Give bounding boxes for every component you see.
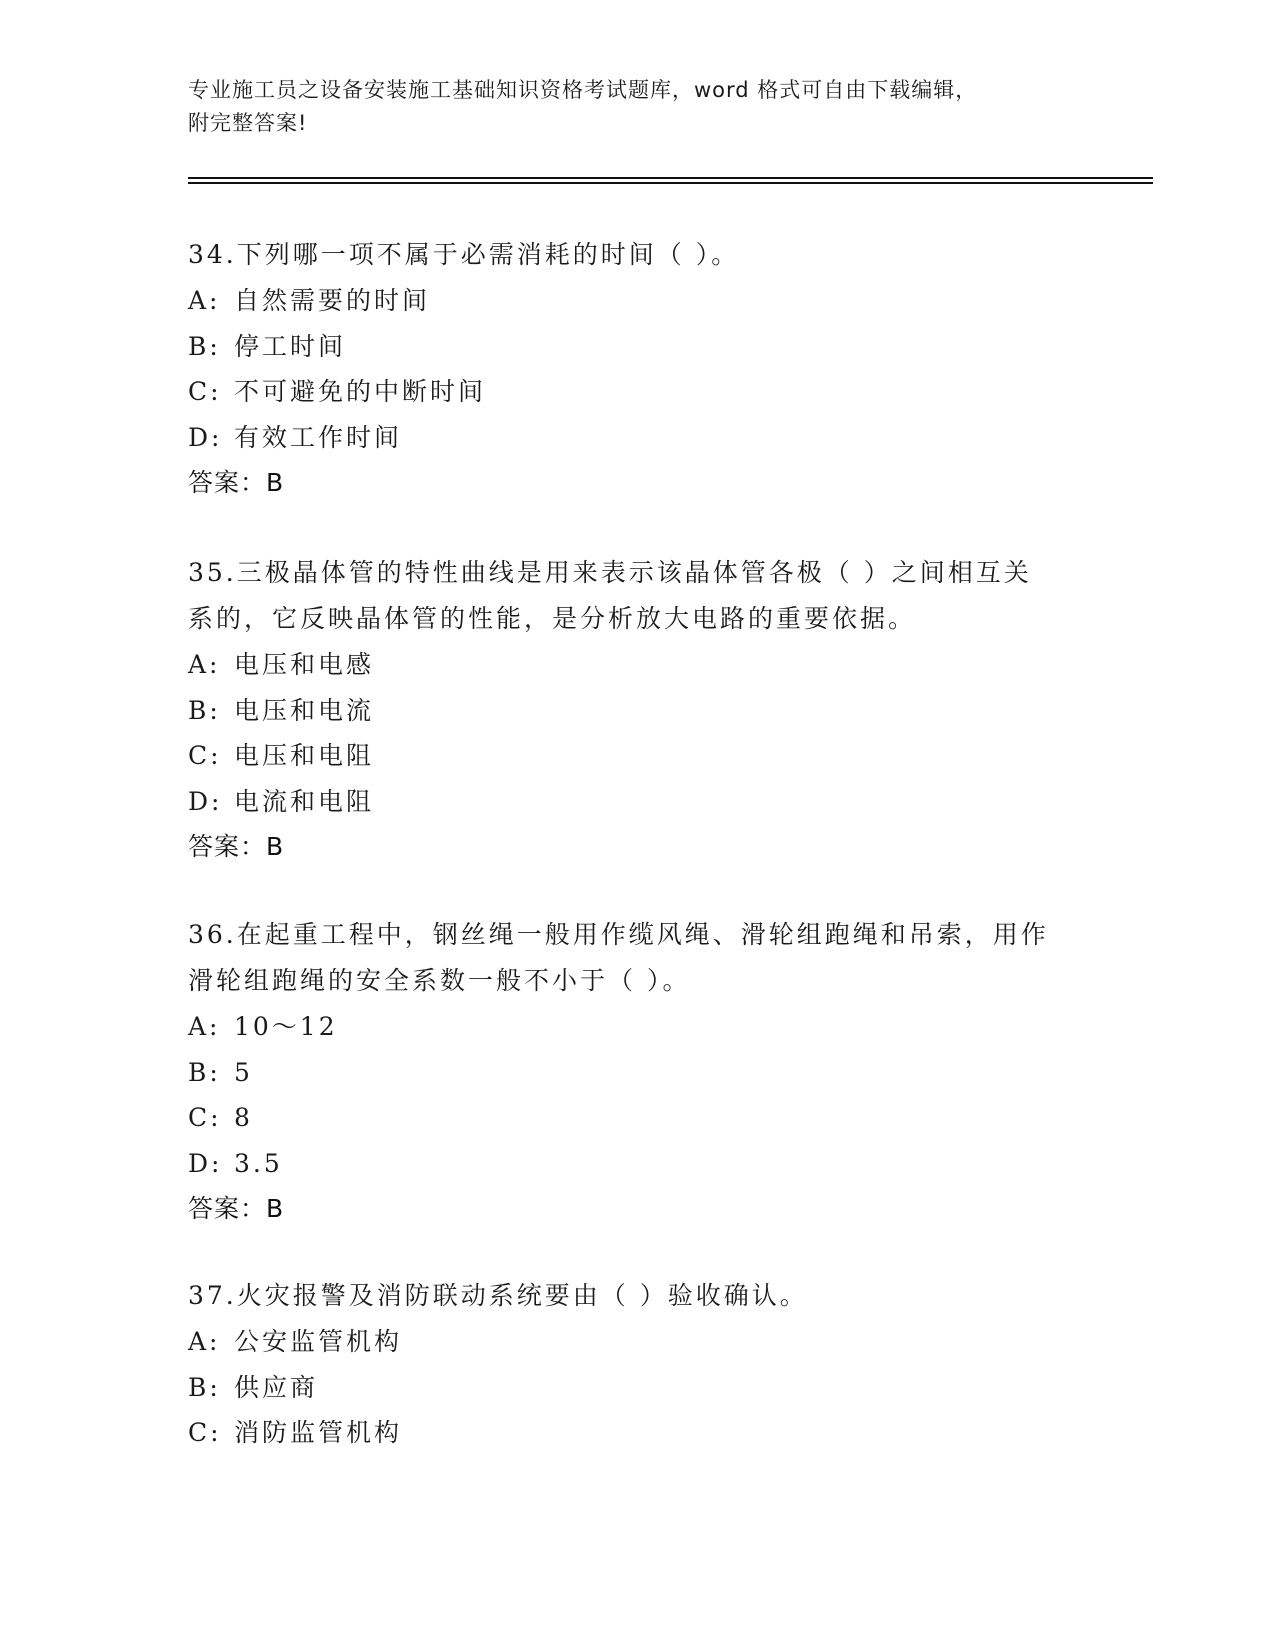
- option-text: 电流和电阻: [234, 786, 375, 816]
- question-35: [188, 550, 1088, 869]
- question-34: [188, 232, 1088, 505]
- option-c: [188, 1410, 1088, 1456]
- option-text: 电压和电流: [234, 695, 375, 725]
- option-text: 停工时间: [234, 331, 347, 361]
- header-divider-bottom: [188, 182, 1153, 184]
- option-b: [188, 688, 1088, 734]
- option-a: [188, 278, 1088, 324]
- option-key: C:: [188, 1103, 222, 1132]
- option-key: D:: [188, 422, 223, 452]
- option-b: [188, 1050, 1088, 1096]
- answer-line: 答案：B: [188, 468, 285, 497]
- option-c: [188, 369, 1088, 415]
- option-text: 3.5: [234, 1148, 283, 1178]
- option-d: [188, 779, 1088, 825]
- question-stem-line-1: 36.在起重工程中，钢丝绳一般用作缆风绳、滑轮组跑绳和吊索，用作: [188, 920, 1049, 949]
- option-text: 电压和电阻: [234, 741, 375, 770]
- option-text: 电压和电感: [234, 650, 375, 679]
- option-key: B:: [188, 1057, 221, 1087]
- option-d: [188, 415, 1088, 461]
- option-key: C:: [188, 741, 222, 770]
- option-key: B:: [188, 1372, 221, 1402]
- answer-line: 答案：B: [188, 832, 285, 861]
- option-text: 5: [234, 1057, 253, 1087]
- option-text: 供应商: [234, 1372, 319, 1402]
- option-key: A:: [188, 650, 221, 679]
- option-b: [188, 324, 1088, 370]
- question-36: [188, 912, 1088, 1231]
- option-c: [188, 1095, 1088, 1141]
- question-stem: 37.火灾报警及消防联动系统要由（ ）验收确认。: [188, 1281, 808, 1310]
- option-text: 自然需要的时间: [234, 286, 431, 315]
- option-key: B:: [188, 331, 221, 361]
- question-stem-line-2: 系的，它反映晶体管的性能，是分析放大电路的重要依据。: [188, 604, 917, 633]
- option-a: [188, 1319, 1088, 1365]
- question-stem: 34.下列哪一项不属于必需消耗的时间（ ）。: [188, 240, 740, 269]
- header-divider-top: [188, 177, 1153, 179]
- option-text: 不可避免的中断时间: [234, 377, 487, 406]
- option-a: [188, 642, 1088, 688]
- header-line-1: 专业施工员之设备安装施工基础知识资格考试题库，word 格式可自由下载编辑，: [188, 78, 978, 102]
- option-key: C:: [188, 1418, 222, 1447]
- option-text: 8: [234, 1103, 253, 1132]
- option-a: [188, 1004, 1088, 1050]
- option-text: 消防监管机构: [234, 1418, 403, 1447]
- option-key: A:: [188, 1012, 221, 1041]
- document-header: [188, 74, 1088, 140]
- option-d: [188, 1141, 1088, 1187]
- option-key: D:: [188, 1148, 223, 1178]
- option-key: D:: [188, 786, 223, 816]
- question-stem-line-1: 35.三极晶体管的特性曲线是用来表示该晶体管各极（ ）之间相互关: [188, 558, 1032, 587]
- option-text: 有效工作时间: [234, 422, 403, 452]
- option-b: [188, 1365, 1088, 1411]
- question-stem-line-2: 滑轮组跑绳的安全系数一般不小于（ ）。: [188, 966, 691, 995]
- option-key: A:: [188, 286, 221, 315]
- option-text: 10～12: [234, 1012, 338, 1041]
- header-line-2: 附完整答案!: [188, 111, 308, 135]
- answer-line: 答案：B: [188, 1194, 285, 1223]
- option-key: C:: [188, 377, 222, 406]
- option-text: 公安监管机构: [234, 1327, 403, 1356]
- option-c: [188, 733, 1088, 779]
- option-key: B:: [188, 695, 221, 725]
- option-key: A:: [188, 1327, 221, 1356]
- question-37: [188, 1273, 1088, 1456]
